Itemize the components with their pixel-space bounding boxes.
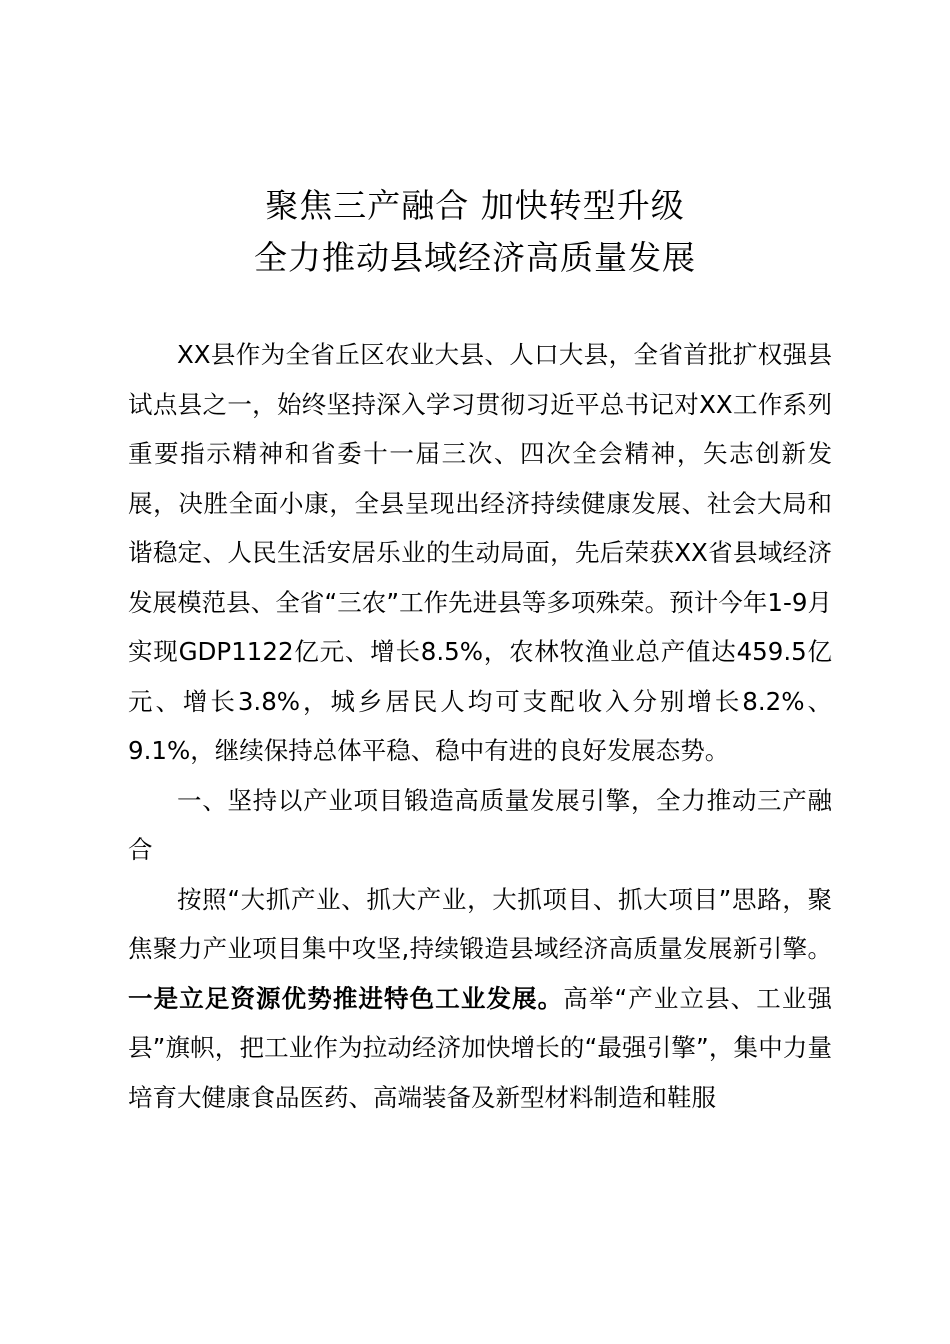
document-title <box>0 180 950 284</box>
paragraph-intro: XX县作为全省丘区农业大县、人口大县，全省首批扩权强县试点县之一，始终坚持深入学习贯彻习近平总书记对XX工作系列重要指示精神和省委十一届三次、四次全会精神，矢志创新发展，决胜全面小康，全县呈现出经济持续健康发展、社会大局和谐稳定、人民生活安居乐业的生动局面，先后荣获XX省县域经济发展模范县、全省“三农”工作先进县等多项殊荣。预计今年1-9月实现GDP1122亿元、增长8.5%，农林牧渔业总产值达459.5亿元、增长3.8%，城乡居民人均可支配收入分别增长8.2%、9.1%，继续保持总体平稳、稳中有进的良好发展态势。 <box>128 340 832 765</box>
section-heading-1: 一、坚持以产业项目锻造高质量发展引擎，全力推动三产融合 <box>128 785 832 864</box>
document-body <box>128 330 832 1122</box>
title-line-1: 聚焦三产融合 加快转型升级 <box>265 186 685 225</box>
paragraph-rest: 高举“产业立县、工业强县”旗帜，把工业作为拉动经济加快增长的“最强引擎”，集中力量培育大健康食品医药、高端装备及新型材料制造和鞋服 <box>128 983 832 1112</box>
paragraph-lead: 按照“大抓产业、抓大产业，大抓项目、抓大项目”思路，聚焦聚力产业项目集中攻坚,持续锻造县域经济高质量发展新引擎。 <box>128 884 832 963</box>
title-line-2: 全力推动县域经济高质量发展 <box>254 238 696 277</box>
bold-point-1: 一是立足资源优势推进特色工业发展。 <box>128 983 564 1013</box>
paragraph-section-1 <box>128 875 832 1123</box>
